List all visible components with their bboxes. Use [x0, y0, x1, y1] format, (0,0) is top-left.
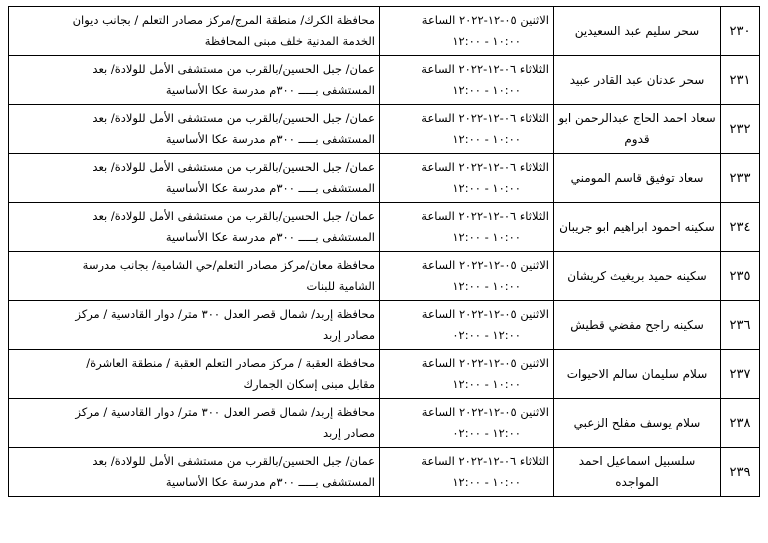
person-name: سعاد توفيق قاسم المومني: [554, 154, 721, 203]
appointment-time: ١٢:٠٠ - ٠٢:٠٠: [452, 328, 521, 342]
appointment-time: ١٠:٠٠ - ١٢:٠٠: [452, 34, 521, 48]
location-line-2: المستشفى بـــــ ٣٠٠م مدرسة عكا الأساسية: [165, 83, 375, 97]
appointment-cell: [380, 7, 554, 56]
location-line-1: عمان/ جبل الحسين/بالقرب من مستشفى الأمل للولادة/ بعد: [92, 454, 375, 468]
location-line-2: الخدمة المدنية خلف مبنى المحافظة: [204, 34, 375, 48]
location-cell: [9, 252, 380, 301]
appointment-time: ١٠:٠٠ - ١٢:٠٠: [452, 83, 521, 97]
appointment-time: ١٢:٠٠ - ٠٢:٠٠: [452, 426, 521, 440]
appointment-cell: [380, 105, 554, 154]
table-body: [9, 7, 760, 497]
appointment-date: الثلاثاء ٠٦-١٢-٢٠٢٢ الساعة: [421, 454, 549, 468]
appointment-time: ١٠:٠٠ - ١٢:٠٠: [452, 181, 521, 195]
appointment-date: الاثنين ٠٥-١٢-٢٠٢٢ الساعة: [421, 307, 549, 321]
location-cell: [9, 154, 380, 203]
person-name: سحر سليم عبد السعيدين: [554, 7, 721, 56]
document-sheet: [8, 6, 760, 497]
appointment-time: ١٠:٠٠ - ١٢:٠٠: [452, 230, 521, 244]
table-row: [9, 301, 760, 350]
location-line-1: عمان/ جبل الحسين/بالقرب من مستشفى الأمل للولادة/ بعد: [92, 160, 375, 174]
appointment-cell: [380, 301, 554, 350]
person-name: سكينه راجح مفضي قطيش: [554, 301, 721, 350]
row-number: ٢٣٢: [721, 105, 760, 154]
table-row: [9, 7, 760, 56]
table-row: [9, 399, 760, 448]
appointment-time: ١٠:٠٠ - ١٢:٠٠: [452, 377, 521, 391]
location-line-1: محافظة إربد/ شمال قصر العدل ٣٠٠ متر/ دوار القادسية / مركز: [75, 307, 375, 321]
appointment-cell: [380, 399, 554, 448]
location-line-2: المستشفى بـــــ ٣٠٠م مدرسة عكا الأساسية: [165, 230, 375, 244]
appointment-time: ١٠:٠٠ - ١٢:٠٠: [452, 279, 521, 293]
appointment-date: الاثنين ٠٥-١٢-٢٠٢٢ الساعة: [421, 356, 549, 370]
appointment-time: ١٠:٠٠ - ١٢:٠٠: [452, 132, 521, 146]
location-line-2: المستشفى بـــــ ٣٠٠م مدرسة عكا الأساسية: [165, 475, 375, 489]
location-cell: [9, 301, 380, 350]
row-number: ٢٣٩: [721, 448, 760, 497]
appointment-cell: [380, 56, 554, 105]
location-cell: [9, 448, 380, 497]
row-number: ٢٣١: [721, 56, 760, 105]
appointment-cell: [380, 448, 554, 497]
location-line-1: عمان/ جبل الحسين/بالقرب من مستشفى الأمل للولادة/ بعد: [92, 209, 375, 223]
location-cell: [9, 56, 380, 105]
table-row: [9, 105, 760, 154]
appointment-date: الثلاثاء ٠٦-١٢-٢٠٢٢ الساعة: [421, 62, 549, 76]
location-cell: [9, 350, 380, 399]
table-row: [9, 203, 760, 252]
appointment-cell: [380, 203, 554, 252]
appointment-cell: [380, 252, 554, 301]
location-line-2: المستشفى بـــــ ٣٠٠م مدرسة عكا الأساسية: [165, 132, 375, 146]
appointment-date: الاثنين ٠٥-١٢-٢٠٢٢ الساعة: [421, 258, 549, 272]
location-line-1: محافظة معان/مركز مصادر التعلم/حي الشامية/ بجانب مدرسة: [82, 258, 375, 272]
person-name: سلام سليمان سالم الاحيوات: [554, 350, 721, 399]
person-name: سلسبيل اسماعيل احمد المواجده: [554, 448, 721, 497]
table-row: [9, 448, 760, 497]
location-cell: [9, 203, 380, 252]
person-name: سلام يوسف مفلح الزعبي: [554, 399, 721, 448]
row-number: ٢٣٠: [721, 7, 760, 56]
person-name: سكينه حميد بريغيث كريشان: [554, 252, 721, 301]
person-name: سحر عدنان عبد القادر عبيد: [554, 56, 721, 105]
location-line-2: مقابل مبنى إسكان الجمارك: [243, 377, 375, 391]
location-line-2: مصادر إربد: [323, 328, 375, 342]
location-cell: [9, 399, 380, 448]
schedule-table: [8, 6, 760, 497]
table-row: [9, 252, 760, 301]
appointment-date: الاثنين ٠٥-١٢-٢٠٢٢ الساعة: [421, 13, 549, 27]
table-row: [9, 154, 760, 203]
row-number: ٢٣٤: [721, 203, 760, 252]
location-line-1: عمان/ جبل الحسين/بالقرب من مستشفى الأمل للولادة/ بعد: [92, 62, 375, 76]
location-line-1: محافظة الكرك/ منطقة المرج/مركز مصادر التعلم / بجانب ديوان: [72, 13, 375, 27]
location-cell: [9, 7, 380, 56]
appointment-cell: [380, 154, 554, 203]
row-number: ٢٣٨: [721, 399, 760, 448]
person-name: سكينه احمود ابراهيم ابو جريبان: [554, 203, 721, 252]
appointment-date: الثلاثاء ٠٦-١٢-٢٠٢٢ الساعة: [421, 209, 549, 223]
appointment-date: الاثنين ٠٥-١٢-٢٠٢٢ الساعة: [421, 405, 549, 419]
table-row: [9, 350, 760, 399]
row-number: ٢٣٧: [721, 350, 760, 399]
location-line-2: مصادر إربد: [323, 426, 375, 440]
location-line-2: الشامية للبنات: [306, 279, 375, 293]
location-line-1: محافظة إربد/ شمال قصر العدل ٣٠٠ متر/ دوار القادسية / مركز: [75, 405, 375, 419]
location-line-2: المستشفى بـــــ ٣٠٠م مدرسة عكا الأساسية: [165, 181, 375, 195]
appointment-time: ١٠:٠٠ - ١٢:٠٠: [452, 475, 521, 489]
person-name: سعاد احمد الحاج عبدالرحمن ابو قدوم: [554, 105, 721, 154]
location-line-1: عمان/ جبل الحسين/بالقرب من مستشفى الأمل للولادة/ بعد: [92, 111, 375, 125]
row-number: ٢٣٥: [721, 252, 760, 301]
table-row: [9, 56, 760, 105]
appointment-cell: [380, 350, 554, 399]
location-line-1: محافظة العقبة / مركز مصادر التعلم العقبة / منطقة العاشرة/: [86, 356, 375, 370]
row-number: ٢٣٣: [721, 154, 760, 203]
appointment-date: الثلاثاء ٠٦-١٢-٢٠٢٢ الساعة: [421, 160, 549, 174]
row-number: ٢٣٦: [721, 301, 760, 350]
location-cell: [9, 105, 380, 154]
appointment-date: الثلاثاء ٠٦-١٢-٢٠٢٢ الساعة: [421, 111, 549, 125]
